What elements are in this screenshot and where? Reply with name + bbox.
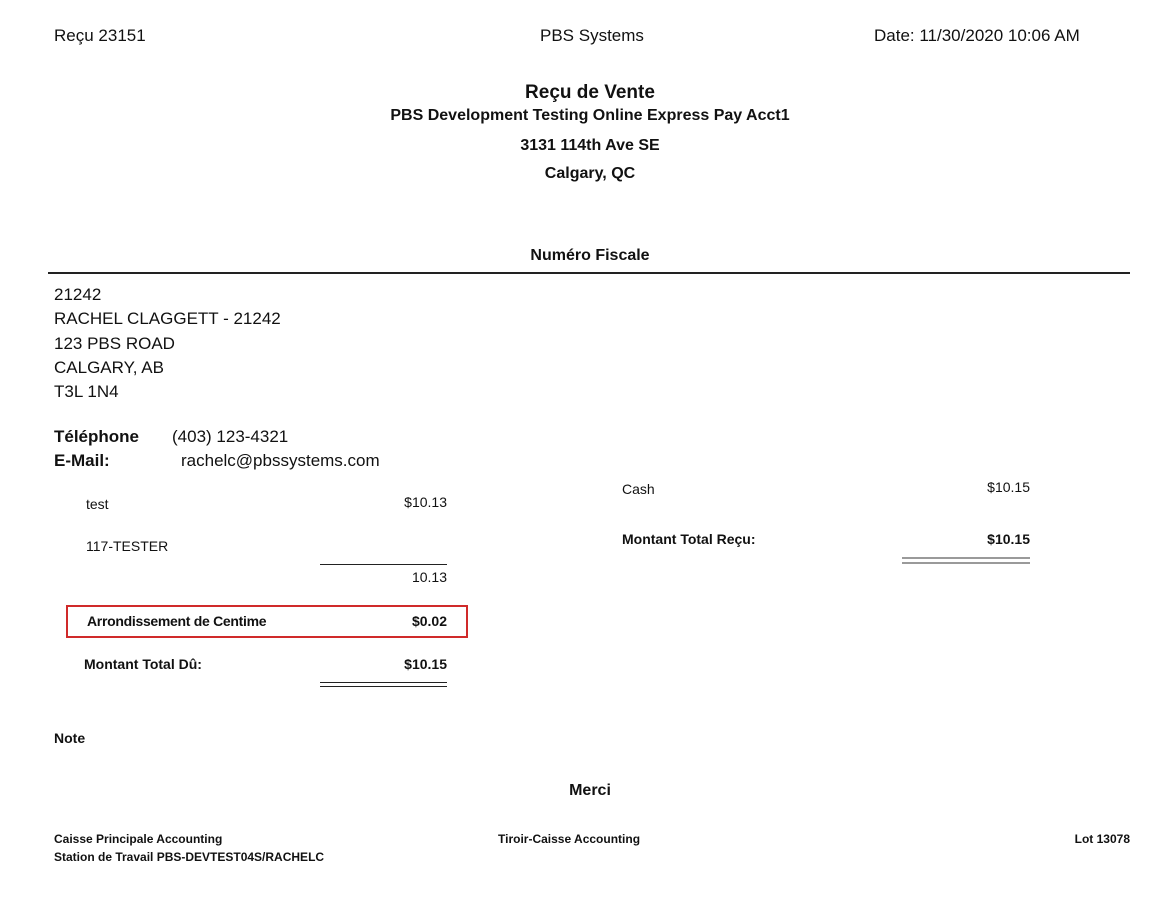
item-sub-line: 117-TESTER [86,538,169,554]
company-city: Calgary, QC [544,165,636,182]
phone-value: (403) 123-4321 [172,427,289,446]
customer-name: RACHEL CLAGGETT - 21242 [54,309,281,328]
company-street: 3131 114th Ave SE [520,137,660,154]
customer-postal: T3L 1N4 [54,382,119,401]
lot-number: Lot 13078 [1074,832,1130,846]
register-info: Caisse Principale Accounting [54,832,223,846]
fiscal-number-label: Numéro Fiscale [530,247,650,264]
customer-address: 123 PBS ROAD [54,334,175,353]
thank-you-text: Merci [569,782,611,799]
drawer-info: Tiroir-Caisse Accounting [498,832,641,846]
email-value: rachelc@pbssystems.com [181,451,380,470]
total-due-double-rule [320,682,447,687]
rounding-value: $0.02 [411,613,447,629]
rounding-label: Arrondissement de Centime [87,613,267,629]
header-divider [48,272,1130,274]
item-amount: $10.13 [404,494,447,510]
subtotal-rule [320,564,447,565]
receipt-number: Reçu 23151 [54,26,146,45]
company-name: PBS Systems [540,26,644,45]
item-subtotal: 10.13 [411,569,447,585]
payment-method: Cash [622,481,655,497]
email-label: E-Mail: [54,451,110,470]
account-name: PBS Development Testing Online Express Pay Acct1 [390,107,790,124]
total-due-label: Montant Total Dû: [84,656,202,672]
payment-amount: $10.15 [987,479,1030,495]
total-received-double-rule [902,557,1030,564]
phone-label: Téléphone [54,427,140,446]
receipt-title: Reçu de Vente [525,82,655,103]
item-description: test [86,496,109,512]
total-due-value: $10.15 [404,656,447,672]
total-received-label: Montant Total Reçu: [622,531,756,547]
customer-city: CALGARY, AB [54,358,164,377]
total-received-value: $10.15 [987,531,1030,547]
workstation-info: Station de Travail PBS-DEVTEST04S/RACHELC [54,850,325,864]
note-label: Note [54,730,86,746]
customer-id: 21242 [54,285,102,304]
receipt-date: Date: 11/30/2020 10:06 AM [874,26,1080,45]
